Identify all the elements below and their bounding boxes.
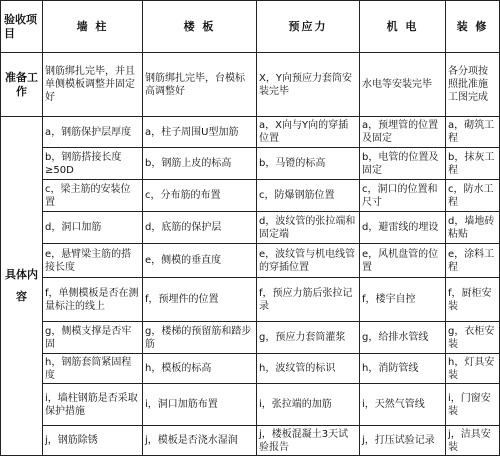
prep-cell-prestress: X，Y向预应力套筒安装完毕 <box>257 53 360 117</box>
table-cell: g，给排水管线 <box>360 322 446 354</box>
table-cell: e，涂料工程 <box>446 244 500 278</box>
header-row <box>1 1 500 53</box>
table-cell: c，防爆钢筋位置 <box>257 180 360 212</box>
header-wall-column: 墙 柱 <box>43 1 143 53</box>
table-cell: d，洞口加筋 <box>43 212 143 244</box>
table-cell: f，单侧模板是否在测量标注的线上 <box>43 278 143 322</box>
table-cell: h，模板的标高 <box>143 354 257 384</box>
table-cell: a，钢筋保护层厚度 <box>43 117 143 148</box>
table-cell: i，墙柱钢筋是否采取保护措施 <box>43 384 143 426</box>
prep-label: 准备工作 <box>1 53 43 117</box>
prep-row <box>1 53 500 117</box>
table-cell: c，防水工程 <box>446 180 500 212</box>
table-cell: f，厨柜安装 <box>446 278 500 322</box>
table-cell: j，钢筋除锈 <box>43 426 143 456</box>
table-cell: i，洞口加筋布置 <box>143 384 257 426</box>
table-cell: a，预埋管的位置及固定 <box>360 117 446 148</box>
table-cell: g，预应力套筒灌浆 <box>257 322 360 354</box>
table-cell: a，X向与Y向的穿插位置 <box>257 117 360 148</box>
table-cell: g，侧模支撑是否牢固 <box>43 322 143 354</box>
table-cell: d，波纹管的张拉端和固定端 <box>257 212 360 244</box>
prep-cell-mep: 水电等安装完毕 <box>360 53 446 117</box>
table-cell: e，波纹管与机电线管的穿插位置 <box>257 244 360 278</box>
table-row <box>1 384 500 426</box>
table-cell: f，预应力筋后张拉记录 <box>257 278 360 322</box>
table-cell: i，天然气管线 <box>360 384 446 426</box>
table-cell: j，洁具安装 <box>446 426 500 456</box>
table-cell: b，钢筋上皮的标高 <box>143 148 257 180</box>
table-cell: f，预埋件的位置 <box>143 278 257 322</box>
prep-cell-floor-slab: 钢筋绑扎完毕，台模标高调整好 <box>143 53 257 117</box>
table-cell: d，避雷线的埋设 <box>360 212 446 244</box>
table-cell: d，底筋的保护层 <box>143 212 257 244</box>
table-cell: j，楼板混凝土3天试验报告 <box>257 426 360 456</box>
header-prestress: 预应力 <box>257 1 360 53</box>
header-floor-slab: 楼 板 <box>143 1 257 53</box>
content-label: 具体内容 <box>1 117 43 456</box>
table-cell: a，柱子周围U型加筋 <box>143 117 257 148</box>
prep-cell-wall-column: 钢筋绑扎完毕，并且单侧模板调整并固定好 <box>43 53 143 117</box>
header-decoration: 装 修 <box>446 1 500 53</box>
table-cell: c，洞口的位置和尺寸 <box>360 180 446 212</box>
table-row <box>1 117 500 148</box>
table-cell: h，灯具安装 <box>446 354 500 384</box>
table-cell: c，分布筋的布置 <box>143 180 257 212</box>
table-row <box>1 426 500 456</box>
table-cell: b，钢筋搭接长度≥50D <box>43 148 143 180</box>
table-row <box>1 244 500 278</box>
table-cell: g，楼梯的预留筋和踏步筋 <box>143 322 257 354</box>
table-cell: g，衣柜安装 <box>446 322 500 354</box>
table-cell: b，马镫的标高 <box>257 148 360 180</box>
table-row <box>1 180 500 212</box>
table-row <box>1 322 500 354</box>
table-cell: i，张拉端的加筋 <box>257 384 360 426</box>
table-cell: j，打压试验记录 <box>360 426 446 456</box>
table-cell: d，墙地砖粘贴 <box>446 212 500 244</box>
prep-cell-decoration: 各分项按照批准施工图完成 <box>446 53 500 117</box>
header-inspection-item: 验收项目 <box>1 1 43 53</box>
table-row <box>1 354 500 384</box>
table-row <box>1 212 500 244</box>
table-cell: b，电管的位置及固定 <box>360 148 446 180</box>
table-cell: j，模板是否浇水湿润 <box>143 426 257 456</box>
table-cell: i，门窗安装 <box>446 384 500 426</box>
table-cell: c，梁主筋的安装位置 <box>43 180 143 212</box>
table-cell: h，消防管线 <box>360 354 446 384</box>
table-cell: h，钢筋套筒紧固程度 <box>43 354 143 384</box>
table-cell: e，风机盘管的位置 <box>360 244 446 278</box>
table-row <box>1 148 500 180</box>
table-cell: b，抹灰工程 <box>446 148 500 180</box>
table-cell: e，悬臂梁主筋的搭接长度 <box>43 244 143 278</box>
table-cell: e，侧模的垂直度 <box>143 244 257 278</box>
table-cell: f，楼宇自控 <box>360 278 446 322</box>
header-mep: 机 电 <box>360 1 446 53</box>
table-cell: a，砌筑工程 <box>446 117 500 148</box>
table-row <box>1 278 500 322</box>
table-cell: h，波纹管的标识 <box>257 354 360 384</box>
